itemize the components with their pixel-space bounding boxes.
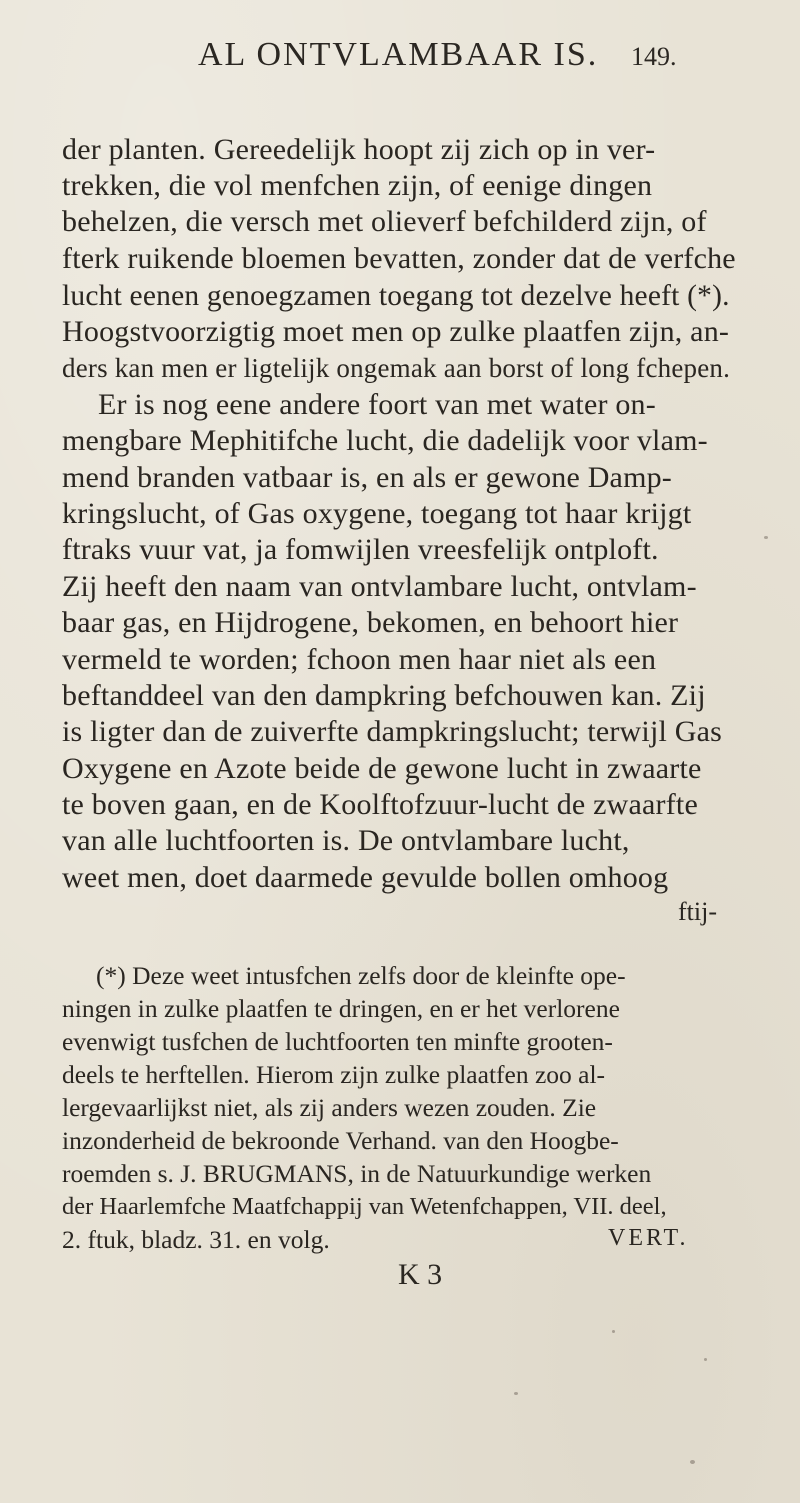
paper-speck bbox=[704, 1358, 707, 1361]
page-number: 149. bbox=[631, 42, 677, 71]
footnote-line: lergevaarlijkst niet, als zij anders wezen zouden. Zie bbox=[62, 1093, 597, 1122]
footnote-line: (*) Deze weet intusfchen zelfs door de kleinfte ope- bbox=[96, 961, 626, 990]
footnote-line: roemden s. J. BRUGMANS, in de Natuurkundige werken bbox=[62, 1159, 652, 1188]
body-line: baar gas, en Hijdrogene, bekomen, en behoort hier bbox=[62, 606, 679, 639]
paper-speck bbox=[764, 536, 768, 539]
body-line: Zij heeft den naam van ontvlambare lucht, ontvlam- bbox=[62, 570, 697, 603]
body-line: beftanddeel van den dampkring befchouwen kan. Zij bbox=[62, 679, 706, 712]
catchword: ftij- bbox=[678, 897, 717, 926]
running-head bbox=[0, 36, 800, 86]
footnote-line: ningen in zulke plaatfen te dringen, en er het verlorene bbox=[62, 994, 620, 1023]
body-line: ftraks vuur vat, ja fomwijlen vreesfelijk ontploft. bbox=[62, 533, 659, 566]
body-line: mengbare Mephitifche lucht, die dadelijk voor vlam- bbox=[62, 424, 708, 457]
signature-mark: K 3 bbox=[398, 1258, 443, 1291]
footnote-line: 2. ftuk, bladz. 31. en volg. bbox=[62, 1225, 330, 1254]
body-line: mend branden vatbaar is, en als er gewone Damp- bbox=[62, 461, 673, 494]
body-line: der planten. Gereedelijk hoopt zij zich op in ver- bbox=[62, 133, 656, 166]
body-line: ders kan men er ligtelijk ongemak aan borst of long fchepen. bbox=[62, 353, 731, 383]
body-line: weet men, doet daarmede gevulde bollen omhoog bbox=[62, 861, 669, 894]
paper-speck bbox=[514, 1392, 518, 1395]
paragraph-start-line: Er is nog eene andere foort van met water on- bbox=[98, 388, 656, 421]
body-line: is ligter dan de zuiverfte dampkringslucht; terwijl Gas bbox=[62, 715, 722, 748]
footnote-line: der Haarlemfche Maatfchappij van Wetenfchappen, VII. deel, bbox=[62, 1193, 667, 1220]
body-line: behelzen, die versch met olieverf befchilderd zijn, of bbox=[62, 205, 707, 238]
body-line: vermeld te worden; fchoon men haar niet als een bbox=[62, 643, 657, 676]
footnote-line: inzonderheid de bekroonde Verhand. van den Hoogbe- bbox=[62, 1126, 619, 1155]
body-line: kringslucht, of Gas oxygene, toegang tot haar krijgt bbox=[62, 497, 692, 530]
body-line: van alle luchtfoorten is. De ontvlambare lucht, bbox=[62, 824, 630, 857]
footnote-line: deels te herftellen. Hierom zijn zulke plaatfen zoo al- bbox=[62, 1060, 606, 1089]
body-line: te boven gaan, en de Koolftofzuur-lucht de zwaarfte bbox=[62, 788, 698, 821]
footnote-line: evenwigt tusfchen de luchtfoorten ten minfte grooten- bbox=[62, 1027, 613, 1056]
body-line: Hoogstvoorzigtig moet men op zulke plaatfen zijn, an- bbox=[62, 315, 730, 348]
running-title: AL ONTVLAMBAAR IS. bbox=[198, 36, 599, 73]
footnote-catchword: VERT. bbox=[608, 1225, 689, 1251]
body-line: lucht eenen genoegzamen toegang tot dezelve heeft (*). bbox=[62, 280, 730, 312]
paper-speck bbox=[612, 1330, 615, 1333]
paper-speck bbox=[690, 1460, 695, 1464]
body-line: fterk ruikende bloemen bevatten, zonder dat de verfche bbox=[62, 242, 736, 275]
body-line: Oxygene en Azote beide de gewone lucht in zwaarte bbox=[62, 752, 702, 785]
body-line: trekken, die vol menfchen zijn, of eenige dingen bbox=[62, 169, 653, 202]
